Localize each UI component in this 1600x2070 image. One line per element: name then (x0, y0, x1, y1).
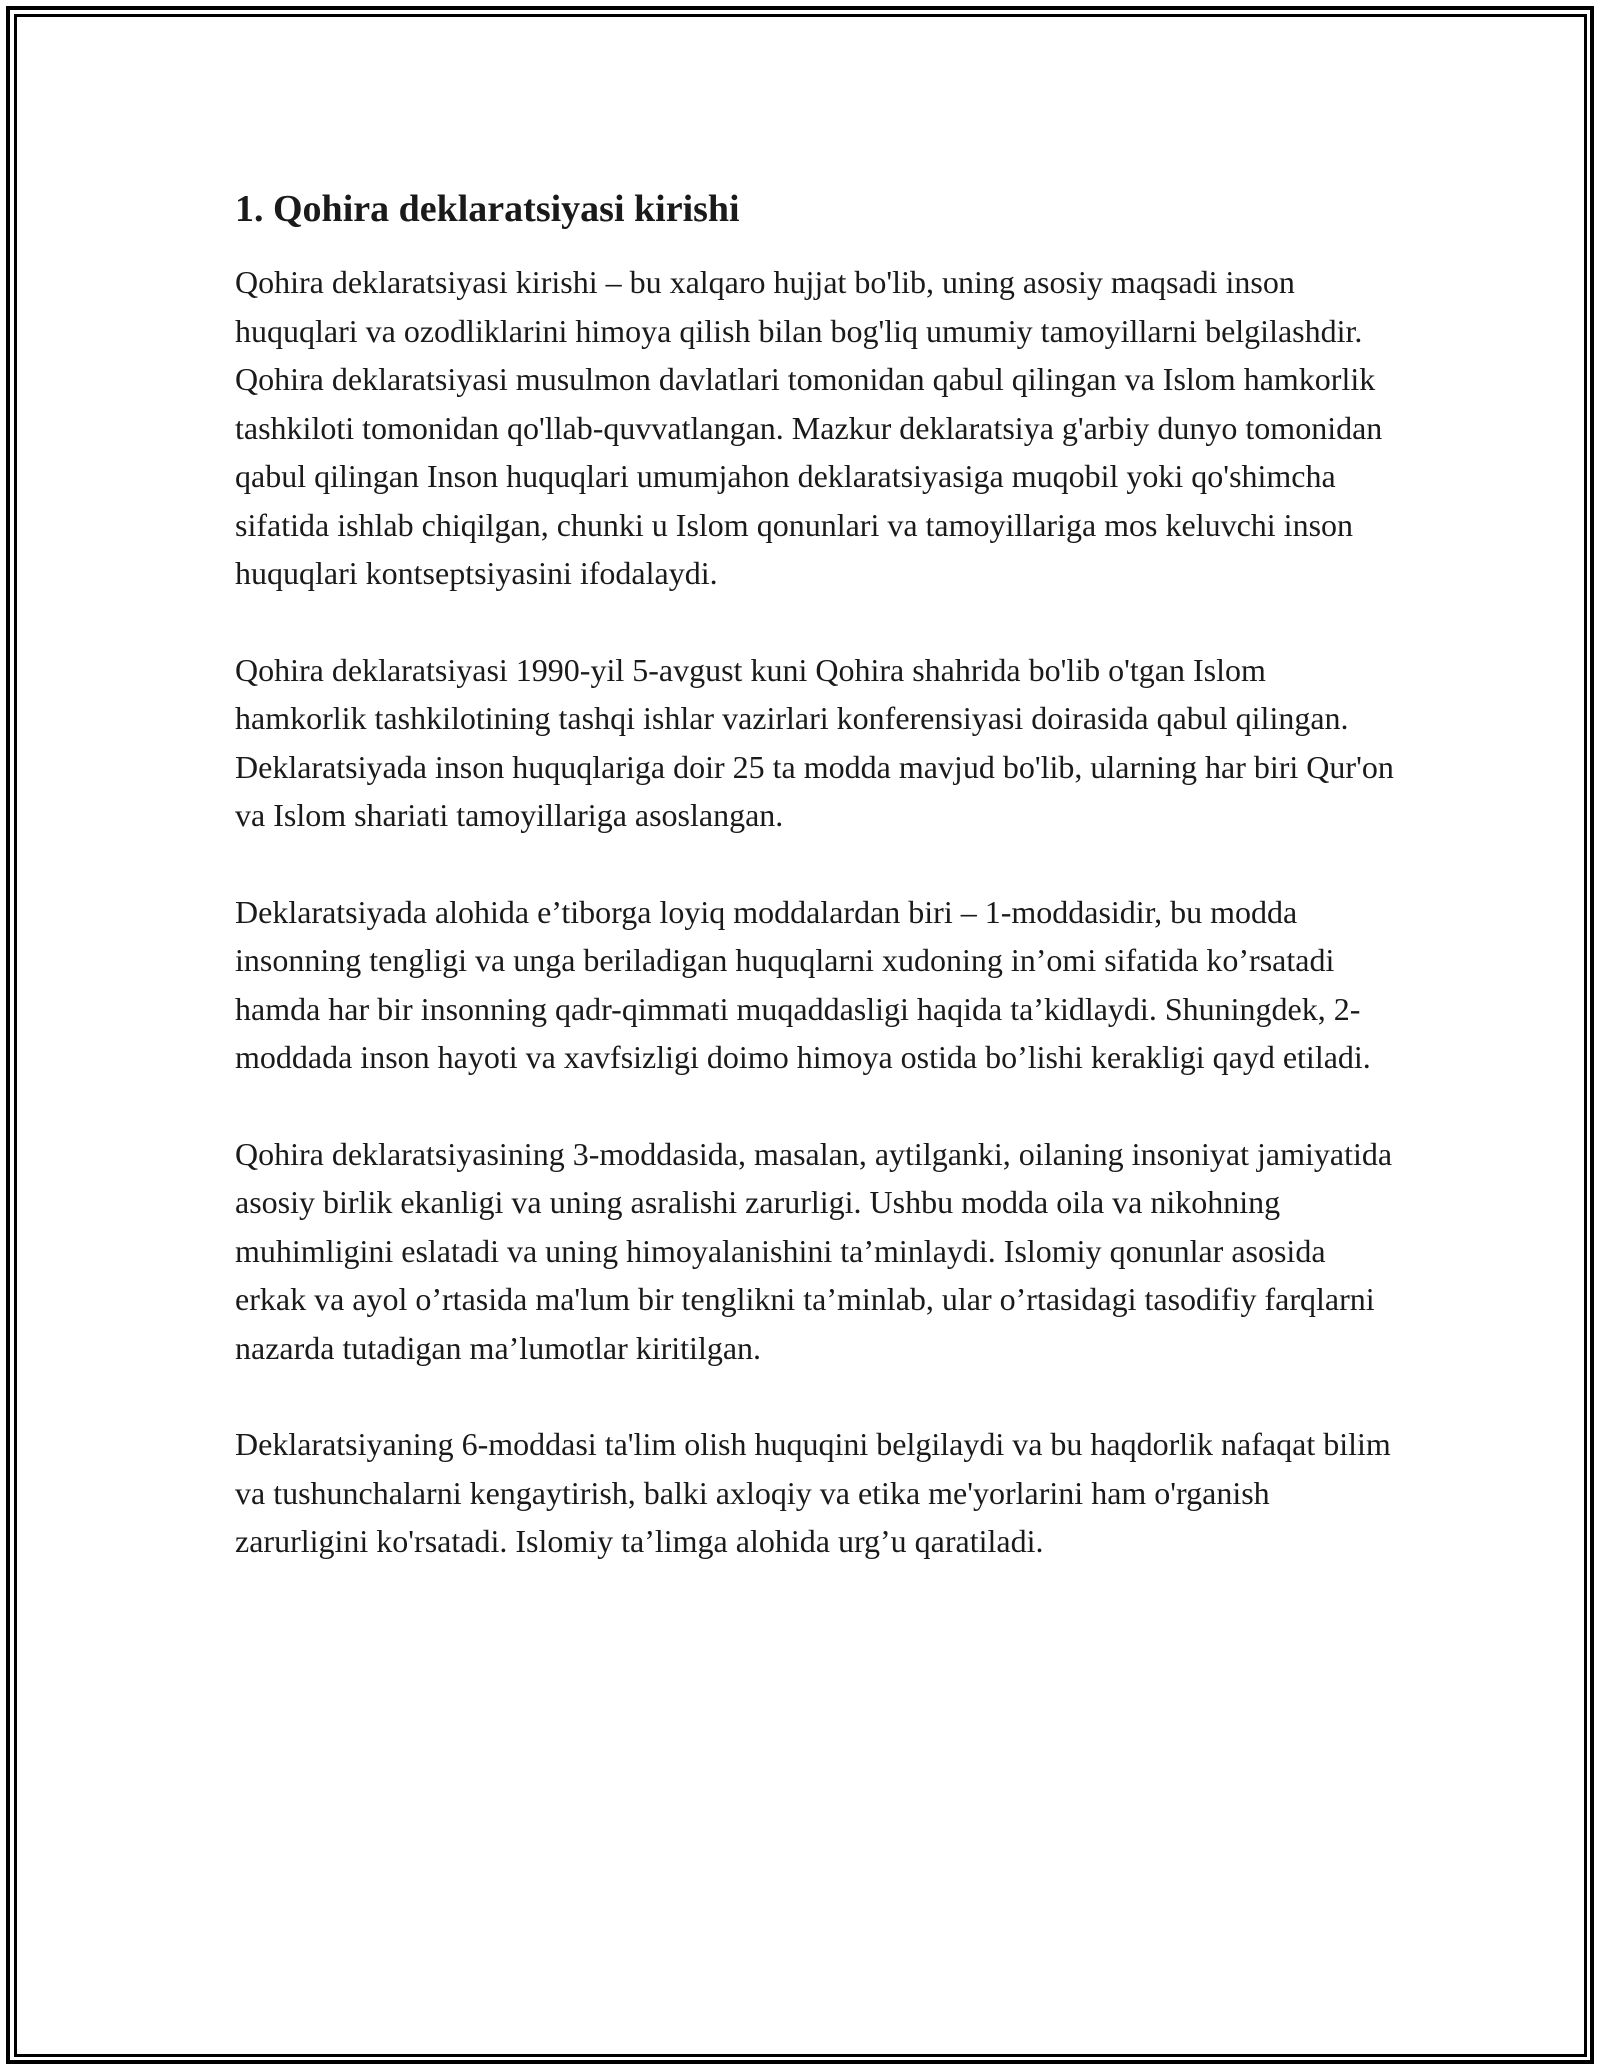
paragraph-article-1-2: Deklaratsiyada alohida e’tiborga loyiq moddalardan biri – 1-moddasidir, bu modda insonning tengligi va unga beriladigan huquqlarni xudoning in’omi sifatida ko’rsatadi hamda har bir insonning qadr-qimmati muqaddasligi haqida ta’kidlaydi. Shuningdek, 2-moddada inson hayoti va xavfsizligi doimo himoya ostida bo’lishi kerakligi qayd etiladi. (235, 893, 1371, 1075)
document-body (235, 185, 1395, 1614)
paragraph-article-3: Qohira deklaratsiyasining 3-moddasida, masalan, aytilganki, oilaning insoniyat jamiyatida asosiy birlik ekanligi va uning asralishi zarurligi. Ushbu modda oila va nikohning muhimligini eslatadi va uning himoyalanishini ta’minlaydi. Islomiy qonunlar asosida erkak va ayol o’rtasida ma'lum bir tenglikni ta’minlab, ular o’rtasidagi tasodifiy farqlarni nazarda tutadigan ma’lumotlar kiritilgan. (235, 1135, 1393, 1366)
section-heading: 1. Qohira deklaratsiyasi kirishi (235, 188, 740, 230)
paragraph-introduction: Qohira deklaratsiyasi kirishi – bu xalqaro hujjat bo'lib, uning asosiy maqsadi inson huquqlari va ozodliklarini himoya qilish bilan bog'liq umumiy tamoyillarni belgilashdir. Qohira deklaratsiyasi musulmon davlatlari tomonidan qabul qilingan va Islom hamkorlik tashkiloti tomonidan qo'llab-quvvatlangan. Mazkur deklaratsiya g'arbiy dunyo tomonidan qabul qilingan Inson huquqlari umumjahon deklaratsiyasiga muqobil yoki qo'shimcha sifatida ishlab chiqilgan, chunki u Islom qonunlari va tamoyillariga mos keluvchi inson huquqlari kontseptsiyasini ifodalaydi. (235, 264, 1383, 591)
paragraph-adoption: Qohira deklaratsiyasi 1990-yil 5-avgust kuni Qohira shahrida bo'lib o'tgan Islom hamkorlik tashkilotining tashqi ishlar vazirlari konferensiyasi doirasida qabul qilingan. Deklaratsiyada inson huquqlariga doir 25 ta modda mavjud bo'lib, ularning har biri Qur'on va Islom shariati tamoyillariga asoslangan. (235, 651, 1394, 833)
paragraph-article-6: Deklaratsiyaning 6-moddasi ta'lim olish huquqini belgilaydi va bu haqdorlik nafaqat bilim va tushunchalarni kengaytirish, balki axloqiy va etika me'yorlarini ham o'rganish zarurligini ko'rsatadi. Islomiy ta’limga alohida urg’u qaratiladi. (235, 1426, 1391, 1559)
